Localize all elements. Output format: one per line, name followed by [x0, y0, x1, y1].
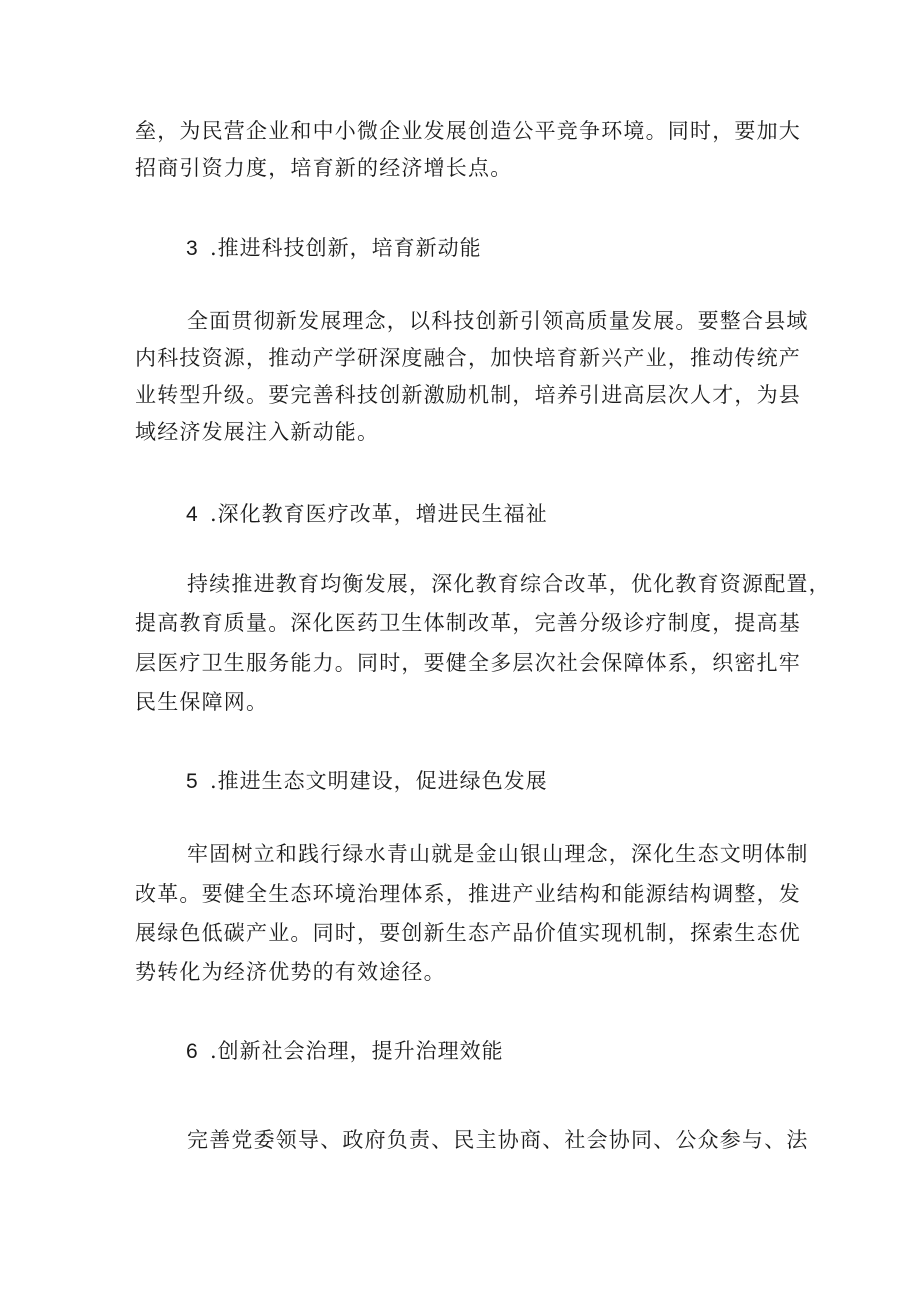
heading-text: .创新社会治理，提升治理效能: [210, 1039, 504, 1063]
paragraph-line: 域经济发展注入新动能。: [135, 420, 380, 444]
heading-number: 5: [186, 770, 199, 793]
heading-number: 6: [186, 1040, 199, 1063]
heading-number: 4: [186, 503, 199, 526]
paragraph-line: 势转化为经济优势的有效途径。: [135, 960, 446, 984]
paragraph-line: 民生保障网。: [135, 690, 269, 714]
section-heading-6: [186, 1033, 504, 1070]
heading-text: .深化教育医疗改革，增进民生福祉: [210, 502, 548, 526]
paragraph-line: 垒，为民营企业和中小微企业发展创造公平竞争环境。同时，要加大: [135, 119, 801, 143]
section-heading-4: [186, 496, 548, 533]
paragraph-line: 招商引资力度，培育新的经济增长点。: [135, 156, 513, 180]
section-heading-3: [186, 230, 482, 267]
heading-text: .推进生态文明建设，促进绿色发展: [210, 769, 548, 793]
section-heading-5: [186, 763, 548, 800]
paragraph-line: 全面贯彻新发展理念，以科技创新引领高质量发展。要整合县域: [187, 309, 809, 333]
heading-number: 3: [186, 237, 199, 260]
paragraph-line: 层医疗卫生服务能力。同时，要健全多层次社会保障体系，织密扎牢: [135, 651, 801, 675]
paragraph-line: 提高教育质量。深化医药卫生体制改革，完善分级诊疗制度，提高基: [135, 611, 801, 635]
paragraph-line: 内科技资源，推动产学研深度融合，加快培育新兴产业，推动传统产: [135, 346, 801, 370]
paragraph-line: 完善党委领导、政府负责、民主协商、社会协同、公众参与、法: [187, 1128, 809, 1152]
paragraph-line: 业转型升级。要完善科技创新激励机制，培养引进高层次人才，为县: [135, 383, 801, 407]
paragraph-line: 展绿色低碳产业。同时，要创新生态产品价值实现机制，探索生态优: [135, 921, 801, 945]
paragraph-line: 牢固树立和践行绿水青山就是金山银山理念，深化生态文明体制: [187, 842, 809, 866]
paragraph-line: 改革。要健全生态环境治理体系，推进产业结构和能源结构调整，发: [135, 882, 801, 906]
heading-text: .推进科技创新，培育新动能: [210, 236, 482, 260]
paragraph-line: 持续推进教育均衡发展，深化教育综合改革，优化教育资源配置，: [187, 572, 831, 596]
